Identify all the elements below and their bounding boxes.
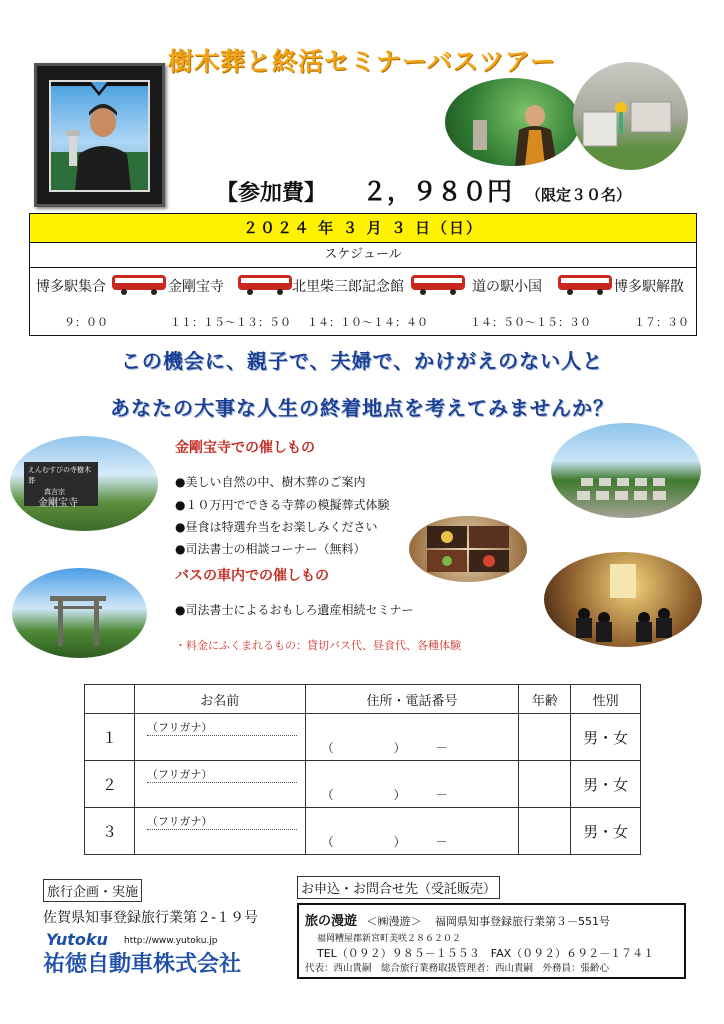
agency-header xyxy=(305,910,610,929)
furigana-label: （フリガナ） xyxy=(147,766,297,783)
fee-line xyxy=(216,172,631,208)
ceremony-photo xyxy=(544,552,702,647)
age-field[interactable] xyxy=(519,808,571,855)
agency-staff: 代表：西山貴嗣 総合旅行業務取扱管理者：西山貴嗣 外務員：張齢心 xyxy=(305,963,610,974)
organizer-registration: 佐賀県知事登録旅行業第２-１９号 xyxy=(43,910,259,926)
phone-template: （ ） － xyxy=(321,834,448,849)
temple-sign-line3: 金剛宝寺 xyxy=(38,498,78,509)
age-field[interactable] xyxy=(519,761,571,808)
temple-sign-line2: 真言宗 xyxy=(44,488,65,496)
temple-event-item: ●美しい自然の中、樹木葬のご案内 xyxy=(175,475,366,489)
bus-icon xyxy=(557,272,613,296)
bus-icon xyxy=(111,272,167,296)
fee-limit: （限定３０名） xyxy=(526,186,632,204)
stop-hakata-meet: 博多駅集合 xyxy=(36,279,106,295)
time-3: １４：１０〜１４：４０ xyxy=(307,316,428,329)
cemetery-image xyxy=(551,423,701,518)
tombstone-image xyxy=(573,62,688,170)
bus-event-item: ●司法書士によるおもしろ遺産相続セミナー xyxy=(175,603,414,617)
fee-amount: ２，９８０円 xyxy=(362,177,513,206)
time-1: ９：００ xyxy=(64,316,108,329)
temple-sign-photo xyxy=(10,436,158,531)
phone-template: （ ） － xyxy=(321,787,448,802)
bento-image xyxy=(409,516,527,582)
temple-events-title: 金剛宝寺での催しもの xyxy=(175,440,315,456)
headline-line1: この機会に、親子で、夫婦で、かけがえのない人と xyxy=(120,349,604,373)
contact-label: お申込・お問合せ先（受託販売） xyxy=(297,876,500,899)
temple-event-item: ●昼食は特選弁当をお楽しみください xyxy=(175,520,378,534)
stop-michinoeki-oguni: 道の駅小国 xyxy=(472,279,542,295)
time-4: １４：５０〜１５：３０ xyxy=(470,316,591,329)
form-row xyxy=(85,808,641,855)
page-title: 樹木葬と終活セミナーバスツアー xyxy=(167,47,556,76)
headline-line2: あなたの大事な人生の終着地点を考えてみませんか？ xyxy=(110,396,614,420)
time-2: １１：１５〜１３：５０ xyxy=(170,316,291,329)
temple-sign-line1: えんむすびの寺樹木葬 xyxy=(28,466,91,485)
gender-choice[interactable]: 男・女 xyxy=(571,808,641,855)
name-field[interactable] xyxy=(134,714,305,761)
included-note: ・料金にふくまれるもの：貸切バス代、昼食代、各種体験 xyxy=(175,639,461,652)
torii-photo xyxy=(12,568,147,658)
form-header-age: 年齢 xyxy=(519,685,571,714)
agency-tel-fax: TEL（０９２）９８５－１５５３ FAX（０９２）６９２－１７４１ xyxy=(317,947,655,960)
name-field[interactable] xyxy=(134,761,305,808)
tour-date: ２０２４ 年 ３ 月 ３ 日（日） xyxy=(30,214,696,243)
age-field[interactable] xyxy=(519,714,571,761)
form-header-row xyxy=(85,685,641,714)
portrait-person-image xyxy=(51,82,148,190)
agency-address: 福岡糟屋郡新宮町美咲２８６２０２ xyxy=(317,934,462,944)
organizer-label: 旅行企画・実施 xyxy=(43,879,142,902)
address-phone-field[interactable] xyxy=(305,808,519,855)
phone-template: （ ） － xyxy=(321,740,448,755)
organizer-url[interactable]: http://www.yutoku.jp xyxy=(124,936,218,946)
cemetery-photo xyxy=(551,423,701,518)
stop-kitasato-museum: 北里柴三郎記念館 xyxy=(292,279,404,295)
agency-name: 旅の漫遊 xyxy=(305,914,358,929)
ceremony-image xyxy=(544,552,702,647)
form-row xyxy=(85,714,641,761)
furigana-label: （フリガナ） xyxy=(147,719,297,736)
temple-sign xyxy=(24,462,98,509)
schedule-box xyxy=(29,213,697,336)
stop-kongohoji: 金剛宝寺 xyxy=(168,279,224,295)
form-header-no xyxy=(85,685,135,714)
temple-event-item: ●司法書士の相談コーナー（無料） xyxy=(175,542,366,556)
agency-box xyxy=(297,903,686,979)
form-header-gender: 性別 xyxy=(571,685,641,714)
bus-events-title: バスの車内での催しもの xyxy=(175,568,329,584)
form-header-address: 住所・電話番号 xyxy=(305,685,519,714)
agency-registration: 福岡県知事登録旅行業第３－551号 xyxy=(435,915,611,928)
tombstone-photo xyxy=(573,62,688,170)
bus-icon xyxy=(410,272,466,296)
bento-photo xyxy=(409,516,527,582)
schedule-label: スケジュール xyxy=(30,243,696,268)
form-row xyxy=(85,761,641,808)
monk-photo xyxy=(445,78,580,166)
address-phone-field[interactable] xyxy=(305,761,519,808)
time-5: １７：３０ xyxy=(634,316,689,329)
form-row-number: ３ xyxy=(85,808,135,855)
application-form xyxy=(84,684,641,855)
monk-image xyxy=(445,78,580,166)
torii-image xyxy=(12,568,147,658)
stop-hakata-dismiss: 博多駅解散 xyxy=(614,279,684,295)
yutoku-logo: Yutoku xyxy=(46,930,108,949)
bus-icon xyxy=(237,272,293,296)
fee-label: 【参加費】 xyxy=(216,181,327,206)
furigana-label: （フリガナ） xyxy=(147,813,297,830)
portrait-photo xyxy=(49,80,150,192)
portrait-frame xyxy=(34,63,165,207)
form-row-number: ２ xyxy=(85,761,135,808)
form-header-name: お名前 xyxy=(134,685,305,714)
temple-event-item: ●１０万円でできる寺葬の模擬葬式体験 xyxy=(175,498,390,512)
organizer-company: 祐徳自動車株式会社 xyxy=(43,952,242,977)
gender-choice[interactable]: 男・女 xyxy=(571,714,641,761)
agency-company-note: ＜㈱漫遊＞ xyxy=(366,915,422,928)
gender-choice[interactable]: 男・女 xyxy=(571,761,641,808)
form-row-number: １ xyxy=(85,714,135,761)
name-field[interactable] xyxy=(134,808,305,855)
address-phone-field[interactable] xyxy=(305,714,519,761)
mourning-ribbon-icon xyxy=(51,82,148,98)
